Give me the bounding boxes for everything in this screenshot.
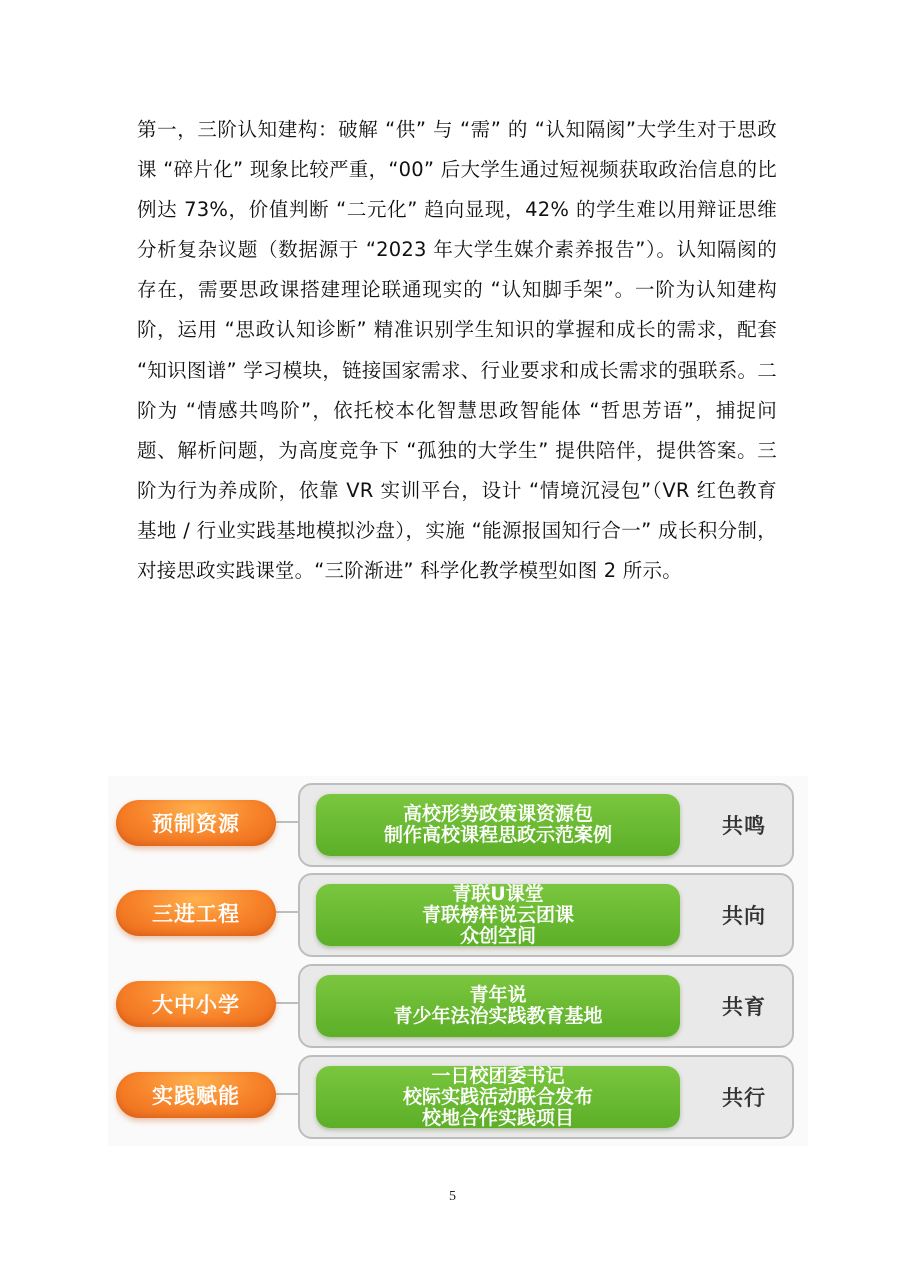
- content-item: 一日校团委书记: [431, 1064, 565, 1087]
- diagram-row: [108, 868, 808, 954]
- category-pill: 三进工程: [116, 890, 276, 936]
- outcome-label: 共行: [722, 1086, 766, 1110]
- content-box: [298, 964, 794, 1048]
- diagram-row: [108, 1050, 808, 1136]
- content-items: [316, 794, 680, 856]
- content-box: [298, 873, 794, 957]
- content-item: 青联U课堂: [452, 882, 544, 905]
- content-item: 制作高校课程思政示范案例: [383, 824, 612, 846]
- content-item: 青联榜样说云团课: [421, 903, 574, 926]
- content-item: 高校形势政策课资源包: [402, 803, 593, 825]
- content-item: 青少年法治实践教育基地: [393, 1005, 603, 1027]
- content-item: 校地合作实践项目: [421, 1106, 574, 1129]
- body-paragraph: 第一，三阶认知建构：破解 “供” 与 “需” 的 “认知隔阂”大学生对于思政课 “碎片化” 现象比较严重，“00” 后大学生通过短视频获取政治信息的比例达 73%，价值判断 “二元化” 趋向显现，42% 的学生难以用辩证思维分析复杂议题（数据源于 “2023 年大学生媒介素养报告”）。认知隔阂的存在，需要思政课搭建理论联通现实的 “认知脚手架”。一阶为认知建构阶，运用 “思政认知诊断” 精准识别学生知识的掌握和成长的需求，配套 “知识图谱” 学习模块，链接国家需求、行业要求和成长需求的强联系。二阶为 “情感共鸣阶”，依托校本化智慧思政智能体 “哲思芳语”，捕捉问题、解析问题，为高度竞争下 “孤独的大学生” 提供陪伴，提供答案。三阶为行为养成阶，依靠 VR 实训平台，设计 “情境沉浸包”（VR 红色教育基地 / 行业实践基地模拟沙盘），实施 “能源报国知行合一” 成长积分制，对接思政实践课堂。“三阶渐进” 科学化教学模型如图 2 所示。: [137, 118, 777, 583]
- category-pill: 大中小学: [116, 981, 276, 1027]
- content-box: [298, 783, 794, 867]
- content-items: [316, 1066, 680, 1128]
- content-item: 青年说: [469, 984, 527, 1006]
- category-pill: 实践赋能: [116, 1072, 276, 1118]
- outcome-label: 共向: [722, 904, 766, 928]
- diagram-row: [108, 959, 808, 1045]
- content-box: [298, 1055, 794, 1139]
- outcome-label: 共育: [722, 995, 766, 1019]
- page-number: 5: [449, 1189, 456, 1204]
- content-item: 校际实践活动联合发布: [402, 1085, 593, 1108]
- teaching-model-diagram: [108, 776, 808, 1146]
- diagram-row: [108, 778, 808, 864]
- category-pill: 预制资源: [116, 800, 276, 846]
- outcome-label: 共鸣: [722, 814, 766, 838]
- content-items: [316, 884, 680, 946]
- content-items: [316, 975, 680, 1037]
- content-item: 众创空间: [459, 924, 536, 947]
